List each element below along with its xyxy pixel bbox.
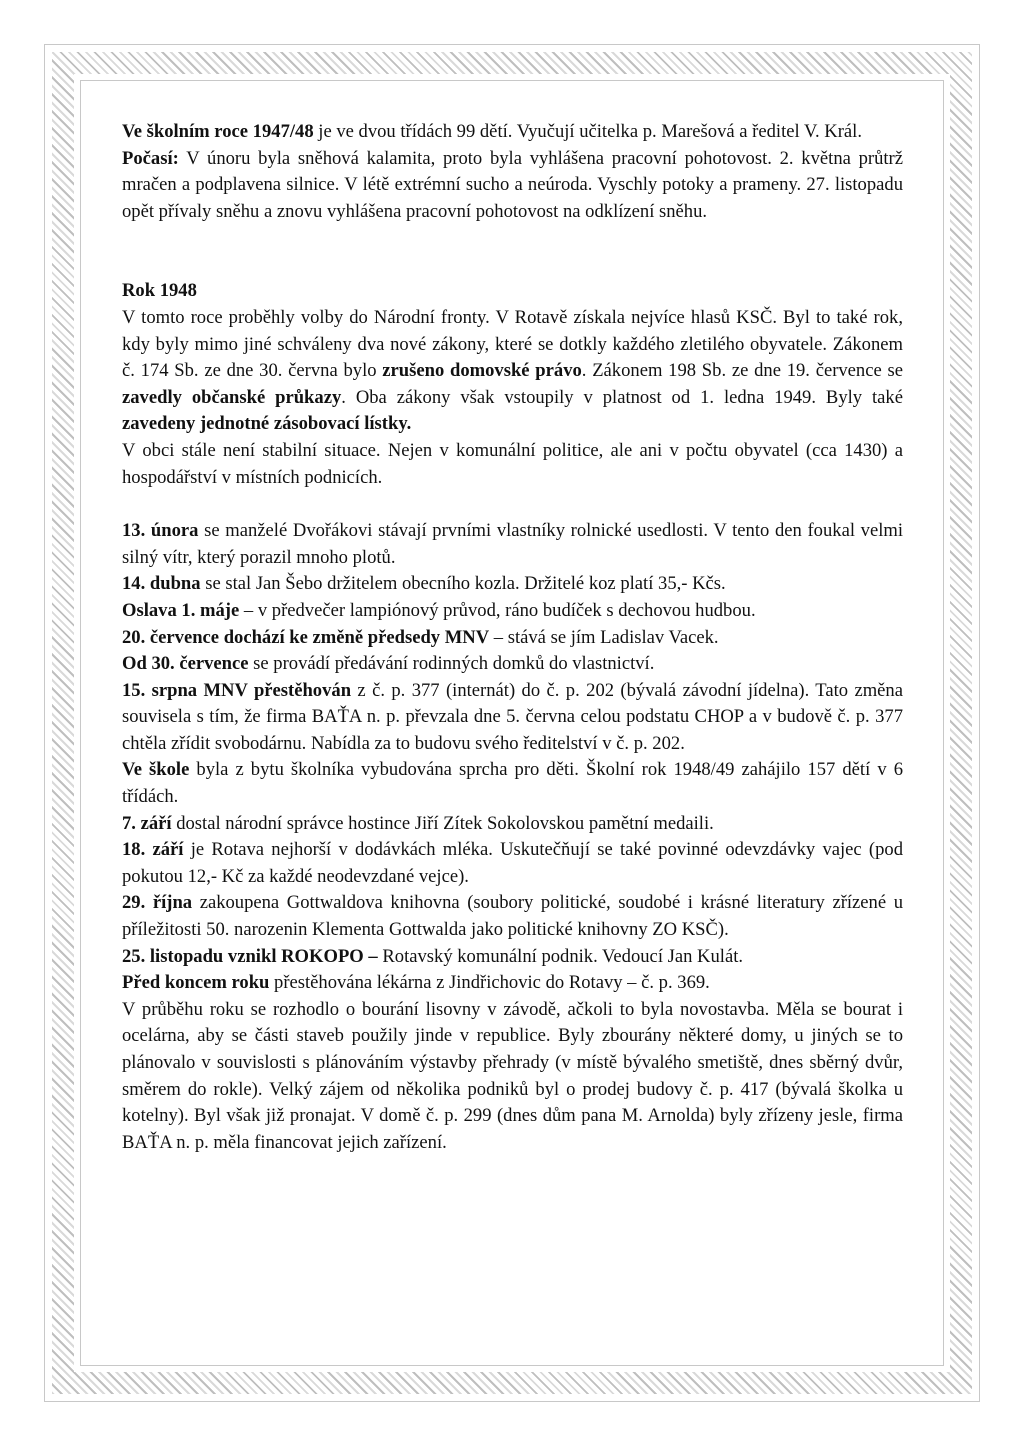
text-run: V tomto roce proběhly volby do Národní fronty. V Rotavě získala nejvíce hlasů KSČ. Byl to také rok, kdy byly mimo jiné schváleny dva nové zákony, které se dotkly každého zletilého obyvatele. Zákonem č. 174 Sb. ze dne 30. června bylo xyxy=(122,306,903,382)
text-run: se manželé Dvořákovi stávají prvními vlastníky rolnické usedlosti. V tento den foukal velmi silný vítr, který porazil mnoho plotů. xyxy=(122,520,904,568)
paragraph xyxy=(122,119,903,146)
bold-text: 20. července dochází ke změně předsedy MNV xyxy=(122,626,490,648)
text-run: V únoru byla sněhová kalamita, proto byla vyhlášena pracovní pohotovost. 2. května průtrž mračen a podplavena silnice. V létě extrémní sucho a neúroda. Vyschly potoky a prameny. 27. listopadu opět přívaly sněhu a znovu vyhlášena pracovní pohotovost na odklízení sněhu. xyxy=(122,147,903,222)
paragraph xyxy=(122,757,903,810)
bold-text: Oslava 1. máje xyxy=(122,599,240,621)
text-run: – stává se jím Ladislav Vacek. xyxy=(489,626,719,648)
paragraph xyxy=(122,970,903,997)
text-run: Rotavský komunální podnik. Vedoucí Jan Kulát. xyxy=(377,945,744,967)
bold-text: zrušeno domovské právo xyxy=(382,360,582,382)
paragraph xyxy=(122,146,903,226)
bold-text: 29. října xyxy=(122,892,193,914)
text-run: je ve dvou třídách 99 dětí. Vyučují učitelka p. Marešová a ředitel V. Král. xyxy=(313,121,862,142)
text-run: se stal Jan Šebo držitelem obecního kozla. Držitelé koz platí 35,- Kčs. xyxy=(200,573,726,595)
paragraph xyxy=(122,598,903,625)
text-run: V průběhu roku se rozhodlo o bourání lisovny v závodě, ačkoli to byla novostavba. Měla se bourat i ocelárna, aby se části staveb použily jinde v republice. Byly zbourány některé domy, u jiných se to plánovalo v souvislosti s plánováním výstavby přehrady (v místě bývalého smetiště, dnes sběrný dvůr, směrem do rokle). Velký zájem od několika podniků byl o prodej budovy č. p. 417 (bývalá školka u kotelny). Byl však již pronajat. V domě č. p. 299 (dnes dům pana M. Arnolda) byly zřízeny jesle, firma BAŤA n. p. měla financovat jejich zařízení. xyxy=(122,998,903,1153)
text-run: – v předvečer lampiónový průvod, ráno budíček s dechovou hudbou. xyxy=(239,599,756,621)
bold-text: Od 30. července xyxy=(122,653,249,675)
paragraph xyxy=(122,678,903,758)
bold-text: 14. dubna xyxy=(122,573,201,595)
paragraph xyxy=(122,944,903,971)
paragraph xyxy=(122,811,903,838)
bold-text: 7. září xyxy=(122,812,172,834)
paragraph xyxy=(122,305,903,438)
text-run: přestěhována lékárna z Jindřichovic do Rotavy – č. p. 369. xyxy=(269,972,710,994)
text-run: je Rotava nejhorší v dodávkách mléka. Uskutečňují se také povinné odevzdávky vajec (pod pokutou 12,- Kč za každé neodevzdané vejce). xyxy=(122,839,903,887)
bold-text: Rok 1948 xyxy=(122,280,197,302)
text-run: zakoupena Gottwaldova knihovna (soubory politické, soudobé i krásné literatury zřízené u příležitosti 50. narozenin Klementa Gottwalda jako politické knihovny ZO KSČ). xyxy=(122,892,903,941)
paragraph xyxy=(122,625,903,652)
text-run: se provádí předávání rodinných domků do vlastnictví. xyxy=(248,653,655,675)
bold-text: zavedly občanské průkazy xyxy=(122,386,342,408)
text-run: . Zákonem 198 Sb. ze dne 19. července se xyxy=(581,360,903,382)
paragraph xyxy=(122,278,903,305)
paragraph xyxy=(122,890,903,943)
text-run: . Oba zákony však vstoupily v platnost od 1. ledna 1949. Byly také xyxy=(341,386,903,408)
bold-text: zavedeny jednotné zásobovací lístky. xyxy=(122,413,412,435)
text-run: V obci stále není stabilní situace. Nejen v komunální politice, ale ani v počtu obyvatel (cca 1430) a hospodářství v místních podnicích. xyxy=(122,439,903,488)
text-run: dostal národní správce hostince Jiří Zítek Sokolovskou pamětní medaili. xyxy=(171,812,714,834)
paragraph xyxy=(122,571,903,598)
document-body xyxy=(122,119,903,1156)
bold-text: 13. února xyxy=(122,520,199,542)
paragraph xyxy=(122,837,903,890)
bold-text: 15. srpna MNV přestěhován xyxy=(122,679,352,701)
bold-text: Ve školním roce 1947/48 xyxy=(122,121,314,142)
text-run: byla z bytu školníka vybudována sprcha pro děti. Školní rok 1948/49 zahájilo 157 dětí v 6 třídách. xyxy=(122,759,903,808)
bold-text: 18. září xyxy=(122,839,184,861)
bold-text: Před koncem roku xyxy=(122,972,270,994)
bold-text: 25. listopadu vznikl ROKOPO – xyxy=(122,945,378,967)
text-run: z č. p. 377 (internát) do č. p. 202 (bývalá závodní jídelna). Tato změna souvisela s tím, že firma BAŤA n. p. převzala dne 5. června celou podstatu CHOP a v budově č. p. 377 chtěla zřídit svobodárnu. Nabídla za to budovu svého ředitelství v č. p. 202. xyxy=(122,679,903,754)
paragraph xyxy=(122,438,903,491)
bold-text: Počasí: xyxy=(122,147,179,169)
paragraph xyxy=(122,518,903,571)
paragraph-spacer xyxy=(122,225,903,278)
bold-text: Ve škole xyxy=(122,759,190,781)
paragraph xyxy=(122,651,903,678)
paragraph xyxy=(122,997,903,1157)
paragraph-spacer xyxy=(122,491,903,518)
